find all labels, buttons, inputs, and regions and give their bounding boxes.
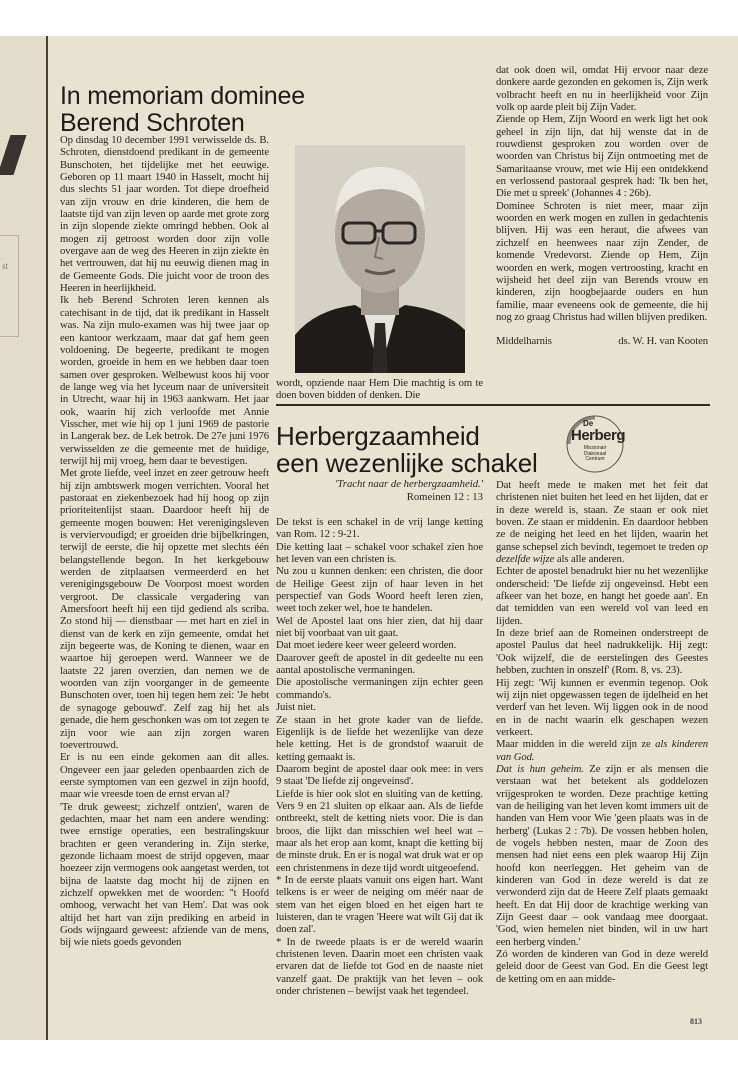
paragraph: Met grote liefde, veel inzet en zeer getrouw heeft hij zijn ambtswerk mogen verrichten. Vooral het pastoraat en ziekenbezoek had hij hoog op zijn prioriteitenlijst staan. Daardoor heeft hij de gemeente mogen bouwen: Het verenigingsleven is verviervoudigd; er groeiden drie bijbelkringen, terwijl de eerste, die hij opzette met slechts één belangstellende begon. In het kerkgebouw werden de zitplaatsen vermeerderd en het verenigingsgebouw De Voorpost moest worden vergroot. De classicale vergadering van Amersfoort heeft hij een tijd gediend als scriba. Zo stond hij — dienstbaar — met hart en ziel in dienst van de kerk en zijn gemeente, omdat het zijn begeerte was, de Koning te dienen, waar en waartoe hij geroepen werd. Wanneer we de laatste 22 jaren overzien, dan nemen we de woorden van zijn voorganger in de gemeente Bunschoten over, toen hij tegen hem zei: 'Je hebt de synagoge gebouwd'. Zelf zag hij het als genade, die hem geschonken was om tot zegen te zijn voor wie aan zijn zorgen waren toevertrouwd. [60, 467, 269, 751]
logo-sub1: Missionair [583, 445, 607, 451]
logo-text-de: De [583, 419, 594, 428]
article1-column2 [276, 377, 483, 402]
italic-text: Dat is hun geheim. [496, 762, 584, 775]
quote-reference: Romeinen 12 : 13 [406, 490, 483, 503]
article-divider [276, 404, 710, 406]
paragraph [496, 627, 708, 676]
portrait-image [295, 145, 465, 373]
page-number: 813 [690, 1017, 702, 1026]
text-run: Zó worden de kinderen van God in deze wereld geleid door de Geest van God. En die Geest legt de ketting om en aan midde- [496, 948, 708, 985]
text-run: als alle anderen. [554, 553, 625, 566]
paragraph: * In de eerste plaats vanuit ons eigen hart. Want telkens is er weer de neiging om méér naar de stem van het eigen bloed en het eigen hart te luisteren, dan te vragen 'Heere wat wilt Gij dat ik doen zal'. [276, 873, 483, 936]
paragraph [496, 677, 708, 739]
paragraph: dat ook doen wil, omdat Hij ervoor naar deze donkere aarde gezonden en gekomen is, Zijn werk volbracht heeft en nu in heerlijkheid voor Zijn volk op aarde pleit bij Zijn Vader. [496, 64, 708, 114]
paragraph: wordt, opziende naar Hem Die machtig is om te doen boven bidden of denken. Die [276, 377, 483, 402]
bible-quote [276, 478, 483, 503]
article1-headline [60, 83, 305, 137]
paragraph: Juist niet. [276, 701, 316, 714]
paragraph: Ze staan in het grote kader van de liefde. Eigenlijk is de liefde het wezenlijke van deze hele ketting. Het is de grondstof waaruit de ketting gemaakt is. [276, 713, 483, 763]
article1-title-line1: In memoriam dominee [60, 82, 305, 110]
paragraph: Liefde is hier ook slot en sluiting van de ketting. Vers 9 en 21 sluiten op elkaar aan. Als de liefde ontbreekt, stelt de ketting niets voor. Die is dan broos, die lijkt dan misschien wel heel wat – maar als het erop aan komt, knapt die ketting bij de minste druk. En er is nogal wat druk wat er op een christenmens in deze tijd wordt uitgeoefend. [276, 787, 483, 874]
paragraph: Die apostolische vermaningen zijn echter geen commando's. [276, 676, 483, 701]
signature-name: ds. W. H. van Kooten [618, 335, 708, 348]
facing-page-box [0, 235, 19, 337]
text-run: Dat heeft mede te maken met het feit dat christenen niet buiten het leed en het lijden, dat er in deze wereld is, staan. Ze staan er ook niet boven. Ze staan er middenin. En daardoor hebben ze de neiging het leed en het lijden, waarin het ganse schepsel zich bevindt, tegemoet te treden [496, 479, 708, 553]
de-herberg-logo [565, 414, 625, 474]
paragraph: Er is nu een einde gekomen aan dit alles. Ongeveer een jaar geleden openbaarden zich de eerste symptomen van een gezwel in zijn hoofd, maar wie vreesde toen de ernst ervan al? [60, 751, 269, 801]
paragraph: 'Te druk geweest; zichzelf ontzien', waren de gedachten, maar het nam een andere wending: twee ernstige operaties, een bestralingskuur brachten er geen verandering in. Zijn sterke, gezonde lichaam moest de strijd opgeven, maar hoezeer zijn vermogens ook aangetast werden, tot bijna de laatste dag mocht hij de zijnen en zichzelf opwekken met de woorden: ''t Hoofd omhoog, verwacht het van Hem'. Dat was ook altijd het hart van zijn prediking en arbeid in Gods wijngaard geweest: afziende van de mens, bij wie niets goeds gevonden [60, 800, 269, 949]
paragraph: Daarom begint de apostel daar ook mee: in vers 9 staat 'De liefde zij ongeveinsd'. [276, 762, 483, 788]
logo-text-herberg: Herberg [571, 427, 626, 444]
paragraph: Daarover geeft de apostel in dit gedeelte nu een aantal apostolische vermaningen. [276, 651, 483, 677]
paragraph: Ziende op Hem, Zijn Woord en werk ligt het ook geheel in zijn lijn, dat hij wenste dat in de rouwdienst gesproken zou worden over de woorden van Christus bij Zijn ontmoeting met de Samaritaanse vrouw, met wie Hij een ontdekkend en verlossend pastoraal gesprek had: 'Ik ben het, Die met u spreek' (Johannes 4 : 26b). [496, 113, 708, 200]
facing-page-edge [0, 36, 46, 1040]
italic-text: op dezelfde wijze [496, 540, 708, 566]
paragraph: Nu zou u kunnen denken: een christen, die door de Heilige Geest zijn of haar leven in het perspectief van Gods Woord heeft leren zien, weet toch zeker wel, hoe te handelen. [276, 565, 483, 615]
text-run: Maar midden in die wereld zijn ze [496, 738, 656, 751]
article1-column3 [496, 64, 708, 348]
paragraph [496, 948, 708, 985]
article2-column3 [496, 479, 708, 985]
paragraph: Dat moet iedere keer weer geleerd worden. [276, 639, 457, 652]
article1-column1 [60, 134, 269, 949]
paragraph: De tekst is een schakel in de vrij lange ketting van Rom. 12 : 9-21. [276, 516, 483, 541]
paragraph: Die ketting laat – schakel voor schakel zien hoe het leven van een christen is. [276, 540, 483, 566]
paragraph: Op dinsdag 10 december 1991 verwisselde ds. B. Schroten, dienstdoend predikant in de gemeente Bunschoten, het tijdelijke met het eeuwige. Geboren op 11 maart 1940 in Hasselt, mocht hij dus slechts 51 jaar worden. Tot diepe droefheid van zijn vrouw en drie kinderen, die hem de laatste tijd van zijn leven op aarde met grote zorg in zijn slopende ziekte omringd hebben. Ook al mogen zij getroost worden door zijn volle overgave aan de weg des Heeren in zijn ziekte èn het vertrouwen, dat hij nu eeuwig dienen mag in de Gemeente Gods. Die juicht voor de troon des Heeren in heerlijkheid. [60, 134, 269, 295]
text-run: Echter de apostel benadrukt hier nu het wezenlijke onderscheid: 'De liefde zij ongeveinsd. Hebt een afkeer van het boze, en hangt het goede aan'. En dat temidden van een wereld vol van leed en lijden. [496, 565, 708, 627]
text-run: In deze brief aan de Romeinen onderstreept de apostel Paulus dat heel nadrukkelijk. Hij zegt: 'Ook wijzelf, die de eerstelingen des Geestes hebben, zuchten in onszelf' (Rom. 8, vs. 23). [496, 627, 708, 677]
paragraph [496, 565, 708, 627]
paragraph [496, 738, 708, 763]
paragraph: Ik heb Berend Schroten leren kennen als catechisant in de tijd, dat ik predikant in Hasselt was. Na zijn mulo-examen was hij twee jaar op een kantoor werkzaam, maar dat gaf hem geen voldoening. De begeerte, predikant te mogen worden, groeide in hem en we hebben daar toen samen over gesproken. Welbewust koos hij voor de lange weg via het lyceum naar de universiteit in Utrecht, waar hij in 1963 aankwam. Het jaar ook, waarin hij zich verloofde met Annie Visscher, met wie hij op 1 juni 1969 de pastorie in Langerak bez. de Lek betrok. De 27e juni 1976 verwisselden ze die gemeente met de huidige, terwijl hij mij vroeg, hem daar te bevestigen. [60, 294, 269, 467]
logo-sub3: Centrum [585, 456, 605, 462]
herberg-logo-icon [565, 414, 625, 474]
text-run: Hij zegt: 'Wij kunnen er evenmin tegenop. Ook wij zijn niet opgewassen tegen de ijdelheid en het verderf van het leven. Wij liggen ook in de nood en in de nacht waarin elk geschapen wezen verkeert. [496, 676, 708, 738]
logo-sub2: Diakonaal [583, 450, 607, 457]
italic-text: als kinderen van God. [496, 738, 708, 763]
portrait-photo [295, 145, 465, 373]
signature [496, 335, 708, 347]
facing-page-text: st [2, 261, 9, 271]
paragraph [496, 763, 708, 948]
article2-title-line2: een wezenlijke schakel [276, 448, 538, 478]
paragraph: Dominee Schroten is niet meer, maar zijn woorden en werk mogen en zullen in gedachtenis blijven. Hij was een heraut, die afwees van zichzelf en heenwees naar zijn Zender, de komende Vredevorst. Ziende op Hem, Zijn woorden en werk, mogen vertroosting, kracht en wijsheid het deel zijn van Berends vrouw en kinderen, zijn hoogbejaarde ouders en hun familie, maar eveneens ook de gemeente, die hij nog zo graag Christus had willen blijven prediken. [496, 199, 708, 323]
quote-text: 'Tracht naar de herbergzaamheid.' [335, 478, 483, 490]
article2-headline [276, 423, 538, 477]
paragraph: * In de tweede plaats is er de wereld waarin christenen leven. Daarin moet een christen vaak ervaren dat de liefde tot God en de naaste niet vanzelf gaat. De praktijk van het leven – ook onder christenen – bewijst vaak het tegendeel. [276, 935, 483, 998]
text-run: Ze zijn er als mensen die verstaan wat het betekent als goddelozen vrijgesproken te worden. Deze prachtige ketting van de heiliging van het leven komt immers uit de handen van Hem voor Wie 'geen plaats was in de herberg' (Lukas 2 : 7b). De vossen hebben holen, de vogels hebben nesten, maar de Zoon des mensen had niet eens een plek waarop Hij Zijn hoofd kon neerleggen. Het geheim van de kinderen van God in deze wereld is dat ze verwonderd zijn dat de Heere Zelf plaats gemaakt heeft. En dat Hij door de krachtige werking van Zijn Geest daar – ook vandaag mee doorgaat. 'God, wien hemelen niet binden, wil in uw hart een herberg vinden.' [496, 762, 708, 948]
article1-title-line2: Berend Schroten [60, 109, 245, 137]
paragraph [496, 479, 708, 565]
signature-place: Middelharnis [496, 335, 552, 348]
article2-column2 [276, 516, 483, 997]
paragraph: Wel de Apostel laat ons hier zien, dat hij daar niet bij voorbaat van uit gaat. [276, 614, 483, 640]
article2-title-line1: Herbergzaamheid [276, 421, 480, 451]
page-gutter [46, 36, 48, 1040]
